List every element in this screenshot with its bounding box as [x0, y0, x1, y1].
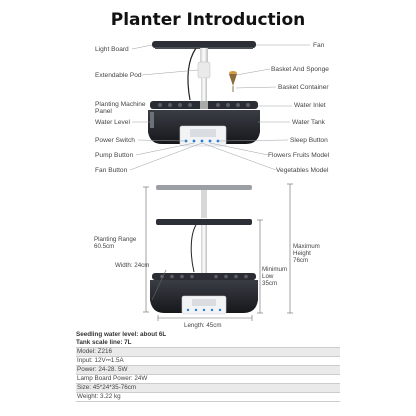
- planting-range-value: 60.5cm: [94, 243, 115, 250]
- label-water-level: Water Level: [95, 119, 130, 126]
- planter-top: [148, 41, 260, 146]
- label-fan-button: Fan Button: [95, 167, 128, 174]
- width-label: Width: 24cm: [115, 262, 150, 269]
- label-pump-button: Pump Button: [95, 152, 134, 159]
- specs-header-tank: Tank scale line: 7L: [76, 339, 340, 348]
- power-cable: [188, 48, 196, 100]
- label-fan: Fan: [313, 42, 325, 49]
- label-basket-container: Basket Container: [278, 84, 329, 91]
- maximum-height-title: Maximum Height: [293, 243, 320, 257]
- label-flowers-fruits-model: Flowers Fruits Model: [268, 152, 330, 159]
- light-board-max: [156, 185, 252, 190]
- label-basket-sponge: Basket And Sponge: [271, 66, 329, 73]
- label-light-board: Light Board: [95, 46, 129, 53]
- minimum-low-label: [262, 266, 288, 287]
- spec-row-model: Model: Z216: [76, 348, 340, 357]
- label-planting-machine-panel: Planting Machine Panel: [95, 101, 146, 115]
- specs-table: [76, 331, 340, 402]
- label-sleep-button: Sleep Button: [290, 137, 328, 144]
- light-board: [152, 41, 256, 48]
- spec-row-power: Power: 24-28. 5W: [76, 366, 340, 375]
- planting-range-label: [94, 236, 136, 250]
- label-power-switch: Power Switch: [95, 137, 135, 144]
- spec-row-lamp-board-power: Lamp Board Power: 24W: [76, 375, 340, 384]
- planting-range-title: Planting Range: [94, 236, 137, 243]
- spec-row-size: Size: 45*24*35-76cm: [76, 384, 340, 393]
- spec-row-input: Input: 12V⎓1.5A: [76, 357, 340, 366]
- minimum-low-value: 35cm: [262, 280, 278, 287]
- maximum-height-label: [293, 243, 325, 264]
- spec-row-weight: Weight: 3.22 kg: [76, 393, 340, 402]
- page-title: Planter Introduction: [110, 10, 306, 30]
- minimum-low-title: Minimum Low: [262, 266, 288, 280]
- maximum-height-value: 76cm: [293, 257, 309, 264]
- label-extendable-pod: Extendable Pod: [95, 72, 142, 79]
- length-label: Length: 45cm: [184, 322, 222, 329]
- specs-header-seedling: Seedling water level: about 6L: [76, 331, 167, 338]
- light-board-low: [156, 219, 252, 225]
- planter-bottom: [150, 185, 258, 314]
- label-water-inlet: Water Inlet: [294, 102, 326, 109]
- label-water-tank: Water Tank: [292, 119, 325, 126]
- label-vegetables-model: Vegetables Model: [276, 167, 329, 174]
